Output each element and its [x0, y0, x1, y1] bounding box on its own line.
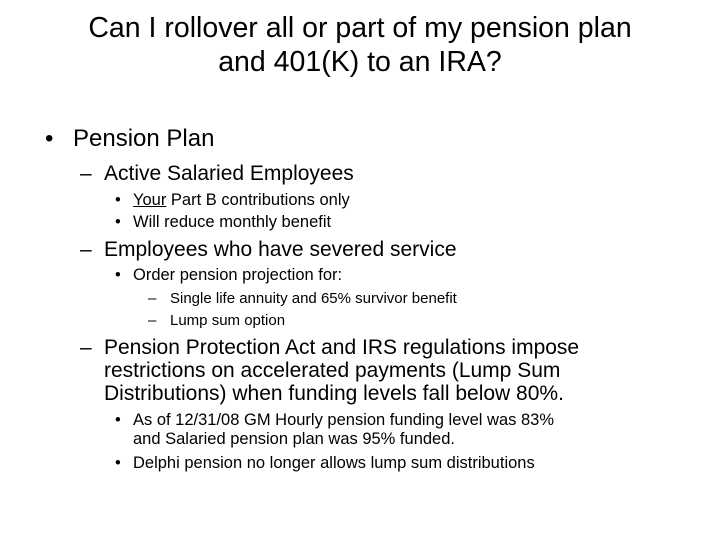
sub-bullet-text: Employees who have severed service — [104, 238, 457, 261]
slide-title-line-2: and 401(K) to an IRA? — [218, 46, 502, 78]
bullet-dot-marker: • — [115, 411, 121, 429]
bullet-dot-marker: • — [115, 266, 121, 284]
bullet-dot-marker: • — [115, 191, 121, 209]
dash-marker: – — [80, 336, 92, 359]
gm-line-1: As of 12/31/08 GM Hourly pension funding level was 83% — [133, 411, 554, 429]
dash-marker: – — [80, 238, 92, 261]
gm-line-2: and Salaried pension plan was 95% funded. — [133, 430, 455, 448]
item-text — [133, 190, 350, 210]
bullet-dot-marker: • — [115, 454, 121, 472]
bullet-dot-marker: • — [45, 125, 54, 152]
bullet-text: Pension Plan — [73, 125, 215, 152]
ppa-line-2: restrictions on accelerated payments (Lump Sum — [104, 359, 561, 382]
option-text: Single life annuity and 65% survivor benefit — [170, 290, 457, 307]
dash-marker: – — [148, 312, 157, 329]
sub-bullet-text: Active Salaried Employees — [104, 162, 354, 185]
ppa-line-3: Distributions) when funding levels fall below 80%. — [104, 382, 564, 405]
slide-title — [40, 11, 680, 79]
option-text: Lump sum option — [170, 312, 286, 329]
item-text: Order pension projection for: — [133, 266, 343, 284]
dash-marker: – — [148, 290, 157, 307]
item-text: Will reduce monthly benefit — [133, 213, 332, 231]
bullet-dot-marker: • — [115, 213, 121, 231]
dash-marker: – — [80, 162, 92, 185]
slide-title-line-1: Can I rollover all or part of my pension plan — [88, 12, 632, 44]
part-b-text: Part B contributions only — [166, 191, 350, 209]
your-underlined: Your — [133, 191, 167, 209]
ppa-line-1: Pension Protection Act and IRS regulations impose — [104, 336, 580, 359]
item-text: Delphi pension no longer allows lump sum distributions — [133, 454, 535, 472]
